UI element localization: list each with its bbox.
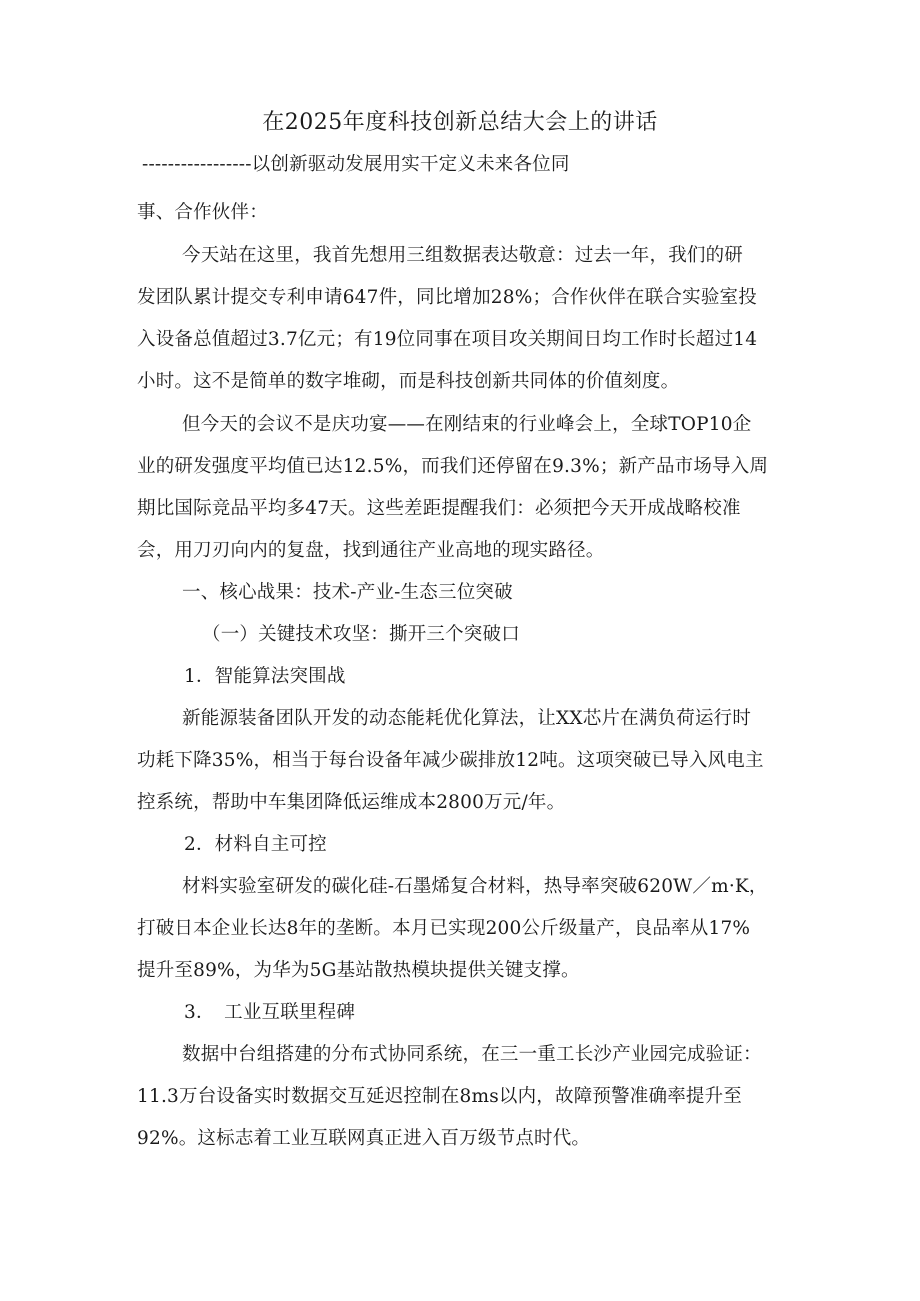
paragraph-line: 数据中台组搭建的分布式协同系统，在三一重工长沙产业园完成验证：: [182, 1044, 762, 1065]
paragraph-line: 92%。这标志着工业互联网真正进入百万级节点时代。: [137, 1128, 591, 1149]
paragraph-line: 今天站在这里，我首先想用三组数据表达敬意：过去一年，我们的研: [182, 245, 744, 266]
paragraph-line: 打破日本企业长达8年的垄断。本月已实现200公斤级量产，良品率从17%: [137, 918, 751, 939]
document-title: 在2025年度科技创新总结大会上的讲话: [262, 110, 658, 135]
section-heading: 一、核心战果：技术-产业-生态三位突破: [182, 582, 513, 603]
paragraph-line: 但今天的会议不是庆功宴——在刚结束的行业峰会上，全球TOP10企: [182, 414, 752, 435]
paragraph-line: 提升至89%，为华为5G基站散热模块提供关键支撑。: [137, 960, 580, 981]
paragraph-line: 11.3万台设备实时数据交互延迟控制在8ms以内，故障预警准确率提升至: [137, 1086, 743, 1107]
paragraph-line: 控系统，帮助中车集团降低运维成本2800万元/年。: [137, 792, 566, 813]
paragraph-line: 期比国际竞品平均多47天。这些差距提醒我们：必须把今天开成战略校准: [137, 498, 741, 519]
item-heading: 1．智能算法突围战: [184, 666, 346, 687]
subsection-heading: （一）关键技术攻坚：撕开三个突破口: [202, 624, 520, 645]
paragraph-line: 入设备总值超过3.7亿元；有19位同事在项目攻关期间日均工作时长超过14: [137, 329, 758, 350]
paragraph-line: 新能源装备团队开发的动态能耗优化算法，让XX芯片在满负荷运行时: [182, 708, 752, 729]
subtitle-line: -----------------以创新驱动发展用实干定义未来各位同: [142, 154, 570, 175]
item-heading: 2．材料自主可控: [184, 834, 327, 855]
paragraph-line: 业的研发强度平均值已达12.5%，而我们还停留在9.3%；新产品市场导入周: [137, 456, 769, 477]
paragraph-line: 小时。这不是简单的数字堆砌，而是科技创新共同体的价值刻度。: [137, 371, 680, 392]
paragraph-line: 发团队累计提交专利申请647件，同比增加28%；合作伙伴在联合实验室投: [137, 287, 757, 308]
salutation-line: 事、合作伙伴：: [137, 202, 268, 223]
item-heading: 3． 工业互联里程碑: [184, 1002, 356, 1023]
paragraph-line: 会，用刀刃向内的复盘，找到通往产业高地的现实路径。: [137, 540, 605, 561]
paragraph-line: 材料实验室研发的碳化硅-石墨烯复合材料，热导率突破620W／m·K，: [182, 876, 768, 897]
paragraph-line: 功耗下降35%，相当于每台设备年减少碳排放12吨。这项突破已导入风电主: [137, 750, 764, 771]
